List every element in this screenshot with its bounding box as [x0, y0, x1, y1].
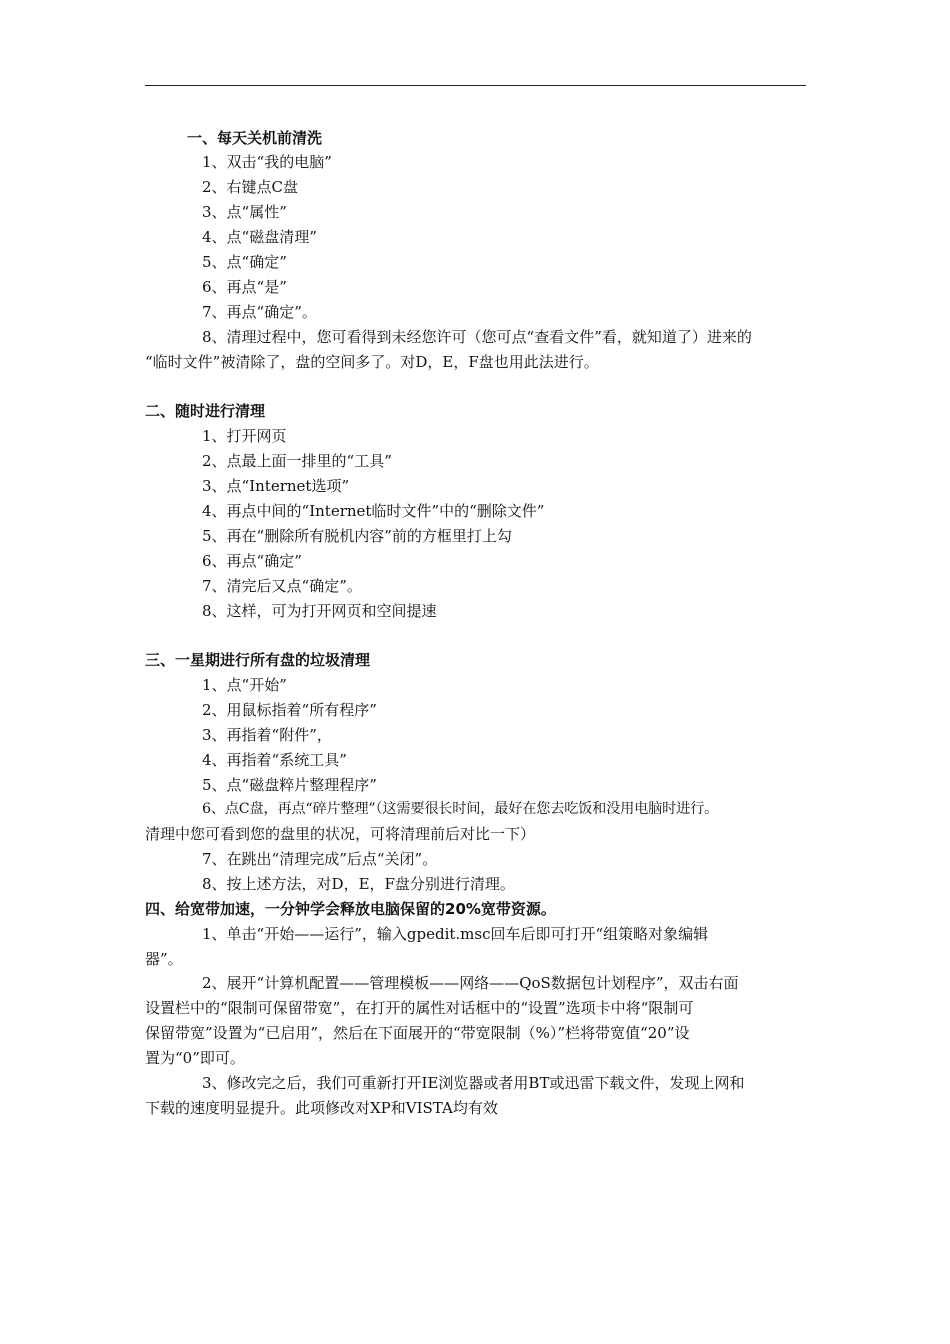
list-item: 6、再点“是”: [202, 278, 287, 296]
list-item: 1、双击“我的电脑”: [202, 153, 332, 171]
section-3-heading: 三、一星期进行所有盘的垃圾清理: [145, 651, 371, 669]
paragraph-line: 3、修改完之后，我们可重新打开IE浏览器或者用BT或迅雷下载文件，发现上网和: [202, 1074, 745, 1092]
paragraph-line: 6、点C盘，再点“碎片整理”（这需要很长时间，最好在您去吃饭和没用电脑时进行。: [202, 801, 719, 817]
list-item: 2、用鼠标指着“所有程序”: [202, 701, 377, 719]
list-item: 3、再指着“附件”，: [202, 726, 332, 744]
section-1-heading: 一、每天关机前清洗: [187, 129, 323, 147]
paragraph-line: 置为“0”即可。: [145, 1049, 245, 1067]
list-item: 1、打开网页: [202, 427, 287, 445]
list-item: 5、再在“删除所有脱机内容”前的方框里打上勾: [202, 527, 512, 545]
list-item: 6、再点“确定”: [202, 552, 302, 570]
list-item: 5、点“磁盘粹片整理程序”: [202, 776, 377, 794]
list-item: 2、点最上面一排里的“工具”: [202, 452, 392, 470]
list-item: 4、再点中间的“Internet临时文件”中的“删除文件”: [202, 502, 545, 520]
list-item: 1、点“开始”: [202, 676, 287, 694]
paragraph-line: 下载的速度明显提升。此项修改对XP和VISTA均有效: [145, 1099, 498, 1117]
header-rule: [145, 85, 806, 86]
paragraph-line: 2、展开“计算机配置——管理模板——网络——QoS数据包计划程序”，双击右面: [202, 974, 739, 992]
list-item: 4、再指着“系统工具”: [202, 751, 347, 769]
paragraph-line: 器”。: [145, 950, 183, 968]
list-item: 8、这样，可为打开网页和空间提速: [202, 602, 437, 620]
list-item: 5、点“确定”: [202, 253, 287, 271]
list-item: 4、点“磁盘清理”: [202, 228, 317, 246]
list-item: 2、右键点C盘: [202, 178, 299, 196]
list-item: 3、点“Internet选项”: [202, 477, 350, 495]
list-item: 7、再点“确定”。: [202, 303, 317, 321]
list-item: 7、清完后又点“确定”。: [202, 577, 362, 595]
paragraph-line: 设置栏中的“限制可保留带宽”，在打开的属性对话框中的“设置”选项卡中将“限制可: [145, 999, 694, 1017]
paragraph-line: 1、单击“开始——运行”，输入gpedit.msc回车后即可打开“组策略对象编辑: [202, 925, 709, 943]
paragraph-line: 8、清理过程中，您可看得到未经您许可（您可点“查看文件”看，就知道了）进来的: [202, 328, 752, 346]
list-item: 8、按上述方法，对D，E，F盘分别进行清理。: [202, 875, 515, 893]
section-2-heading: 二、随时进行清理: [145, 402, 266, 420]
list-item: 7、在跳出“清理完成”后点“关闭”。: [202, 850, 438, 868]
section-4-heading: 四、给宽带加速，一分钟学会释放电脑保留的20%宽带资源。: [145, 900, 556, 918]
list-item: 3、点“属性”: [202, 203, 287, 221]
paragraph-line: 清理中您可看到您的盘里的状况，可将清理前后对比一下）: [145, 825, 536, 843]
paragraph-line: 保留带宽”设置为“已启用”，然后在下面展开的“带宽限制（%）”栏将带宽值“20”设: [145, 1024, 690, 1042]
paragraph-line: “临时文件”被清除了，盘的空间多了。对D，E，F盘也用此法进行。: [145, 353, 599, 371]
